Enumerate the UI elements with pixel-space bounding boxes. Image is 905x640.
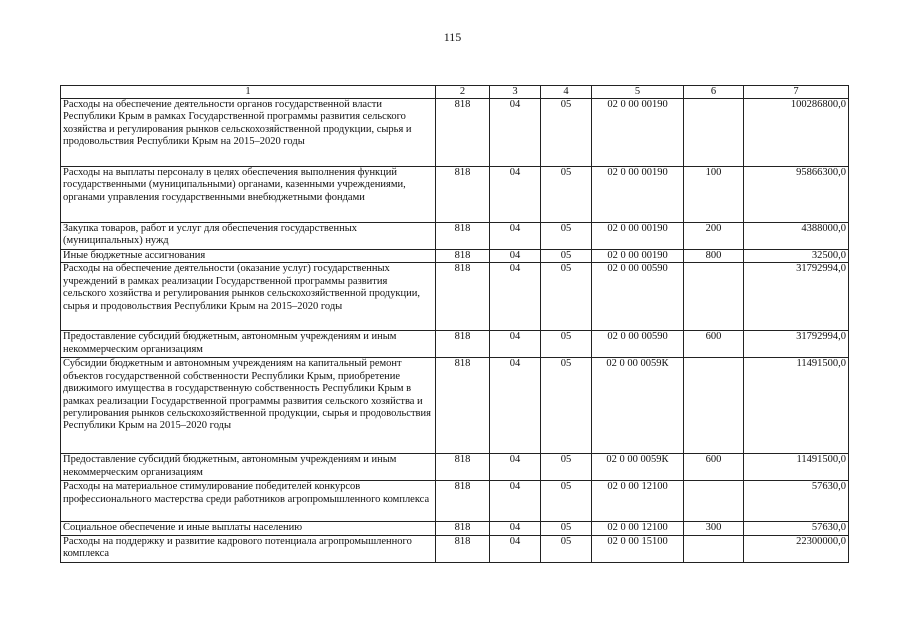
column-header: 3 — [490, 86, 541, 99]
amount-cell: 11491500,0 — [744, 454, 849, 481]
expense-type-cell: 600 — [684, 454, 744, 481]
table-row — [61, 481, 849, 522]
expense-name-cell: Предоставление субсидий бюджетным, автономным учреждениям и иным некоммерческим организациям — [61, 331, 436, 358]
target-article-cell: 02 0 00 00190 — [592, 99, 684, 167]
table-row — [61, 223, 849, 250]
target-article-cell: 02 0 00 12100 — [592, 481, 684, 522]
subsection-code-cell: 05 — [541, 263, 592, 331]
amount-cell: 11491500,0 — [744, 358, 849, 454]
column-header: 5 — [592, 86, 684, 99]
expense-type-cell: 600 — [684, 331, 744, 358]
expense-name-cell: Социальное обеспечение и иные выплаты населению — [61, 522, 436, 535]
subsection-code-cell: 05 — [541, 358, 592, 454]
section-code-cell: 04 — [490, 167, 541, 223]
expense-type-cell — [684, 535, 744, 562]
target-article-cell: 02 0 00 00190 — [592, 223, 684, 250]
table-row — [61, 331, 849, 358]
expense-type-cell: 200 — [684, 223, 744, 250]
expense-type-cell — [684, 481, 744, 522]
subsection-code-cell: 05 — [541, 454, 592, 481]
subsection-code-cell: 05 — [541, 167, 592, 223]
expense-type-cell — [684, 99, 744, 167]
target-article-cell: 02 0 00 15100 — [592, 535, 684, 562]
amount-cell: 4388000,0 — [744, 223, 849, 250]
expense-name-cell: Расходы на обеспечение деятельности (оказание услуг) государственных учреждений в рамках реализации Государственной программы развития сельского хозяйства и регулирования рынков сельскохозяйственной продукции, сырья и продовольствия Республики Крым на 2015–2020 годы — [61, 263, 436, 331]
expense-name-cell: Расходы на выплаты персоналу в целях обеспечения выполнения функций государственными (муниципальными) органами, казенными учреждениями, органами управления государственными внебюджетными фондами — [61, 167, 436, 223]
column-header: 2 — [436, 86, 490, 99]
target-article-cell: 02 0 00 00590 — [592, 263, 684, 331]
target-article-cell: 02 0 00 0059К — [592, 358, 684, 454]
section-code-cell: 04 — [490, 454, 541, 481]
table-row — [61, 167, 849, 223]
amount-cell: 31792994,0 — [744, 263, 849, 331]
table-row — [61, 454, 849, 481]
amount-cell: 31792994,0 — [744, 331, 849, 358]
section-code-cell: 04 — [490, 522, 541, 535]
ministry-code-cell: 818 — [436, 535, 490, 562]
ministry-code-cell: 818 — [436, 99, 490, 167]
subsection-code-cell: 05 — [541, 331, 592, 358]
ministry-code-cell: 818 — [436, 331, 490, 358]
subsection-code-cell: 05 — [541, 250, 592, 263]
section-code-cell: 04 — [490, 331, 541, 358]
table-body — [61, 99, 849, 563]
amount-cell: 95866300,0 — [744, 167, 849, 223]
section-code-cell: 04 — [490, 535, 541, 562]
ministry-code-cell: 818 — [436, 250, 490, 263]
amount-cell: 57630,0 — [744, 522, 849, 535]
section-code-cell: 04 — [490, 99, 541, 167]
table-row — [61, 263, 849, 331]
column-header: 4 — [541, 86, 592, 99]
table-row — [61, 250, 849, 263]
expense-name-cell: Расходы на поддержку и развитие кадрового потенциала агропромышленного комплекса — [61, 535, 436, 562]
column-header: 6 — [684, 86, 744, 99]
table-row — [61, 535, 849, 562]
amount-cell: 22300000,0 — [744, 535, 849, 562]
column-header: 1 — [61, 86, 436, 99]
section-code-cell: 04 — [490, 358, 541, 454]
expense-name-cell: Расходы на обеспечение деятельности органов государственной власти Республики Крым в рамках Государственной программы развития сельского хозяйства и регулирования рынков сельскохозяйственной продукции, сырья и продовольствия Республики Крым на 2015–2020 годы — [61, 99, 436, 167]
table-row — [61, 522, 849, 535]
ministry-code-cell: 818 — [436, 481, 490, 522]
section-code-cell: 04 — [490, 263, 541, 331]
target-article-cell: 02 0 00 0059К — [592, 454, 684, 481]
expense-type-cell: 800 — [684, 250, 744, 263]
budget-table — [60, 85, 849, 563]
expense-name-cell: Расходы на материальное стимулирование победителей конкурсов профессионального мастерства среди работников агропромышленного комплекса — [61, 481, 436, 522]
ministry-code-cell: 818 — [436, 167, 490, 223]
amount-cell: 100286800,0 — [744, 99, 849, 167]
subsection-code-cell: 05 — [541, 481, 592, 522]
expense-name-cell: Закупка товаров, работ и услуг для обеспечения государственных (муниципальных) нужд — [61, 223, 436, 250]
subsection-code-cell: 05 — [541, 535, 592, 562]
expense-type-cell: 100 — [684, 167, 744, 223]
table-row — [61, 358, 849, 454]
ministry-code-cell: 818 — [436, 263, 490, 331]
ministry-code-cell: 818 — [436, 223, 490, 250]
target-article-cell: 02 0 00 00190 — [592, 167, 684, 223]
expense-name-cell: Субсидии бюджетным и автономным учреждениям на капитальный ремонт объектов государственной собственности Республики Крым, приобретение движимого имущества в государственную собственность Республики Крым в рамках реализации Государственной программы развития сельского хозяйства и регулирования рынков сельскохозяйственной продукции, сырья и продовольствия Республики Крым на 2015–2020 годы — [61, 358, 436, 454]
target-article-cell: 02 0 00 00190 — [592, 250, 684, 263]
amount-cell: 57630,0 — [744, 481, 849, 522]
subsection-code-cell: 05 — [541, 223, 592, 250]
expense-type-cell — [684, 358, 744, 454]
expense-name-cell: Предоставление субсидий бюджетным, автономным учреждениям и иным некоммерческим организациям — [61, 454, 436, 481]
target-article-cell: 02 0 00 00590 — [592, 331, 684, 358]
ministry-code-cell: 818 — [436, 358, 490, 454]
subsection-code-cell: 05 — [541, 99, 592, 167]
subsection-code-cell: 05 — [541, 522, 592, 535]
target-article-cell: 02 0 00 12100 — [592, 522, 684, 535]
ministry-code-cell: 818 — [436, 454, 490, 481]
expense-type-cell: 300 — [684, 522, 744, 535]
amount-cell: 32500,0 — [744, 250, 849, 263]
table-row — [61, 99, 849, 167]
column-header: 7 — [744, 86, 849, 99]
expense-name-cell: Иные бюджетные ассигнования — [61, 250, 436, 263]
table-header-row — [61, 86, 849, 99]
page-number: 115 — [443, 30, 462, 44]
section-code-cell: 04 — [490, 223, 541, 250]
expense-type-cell — [684, 263, 744, 331]
section-code-cell: 04 — [490, 250, 541, 263]
ministry-code-cell: 818 — [436, 522, 490, 535]
section-code-cell: 04 — [490, 481, 541, 522]
